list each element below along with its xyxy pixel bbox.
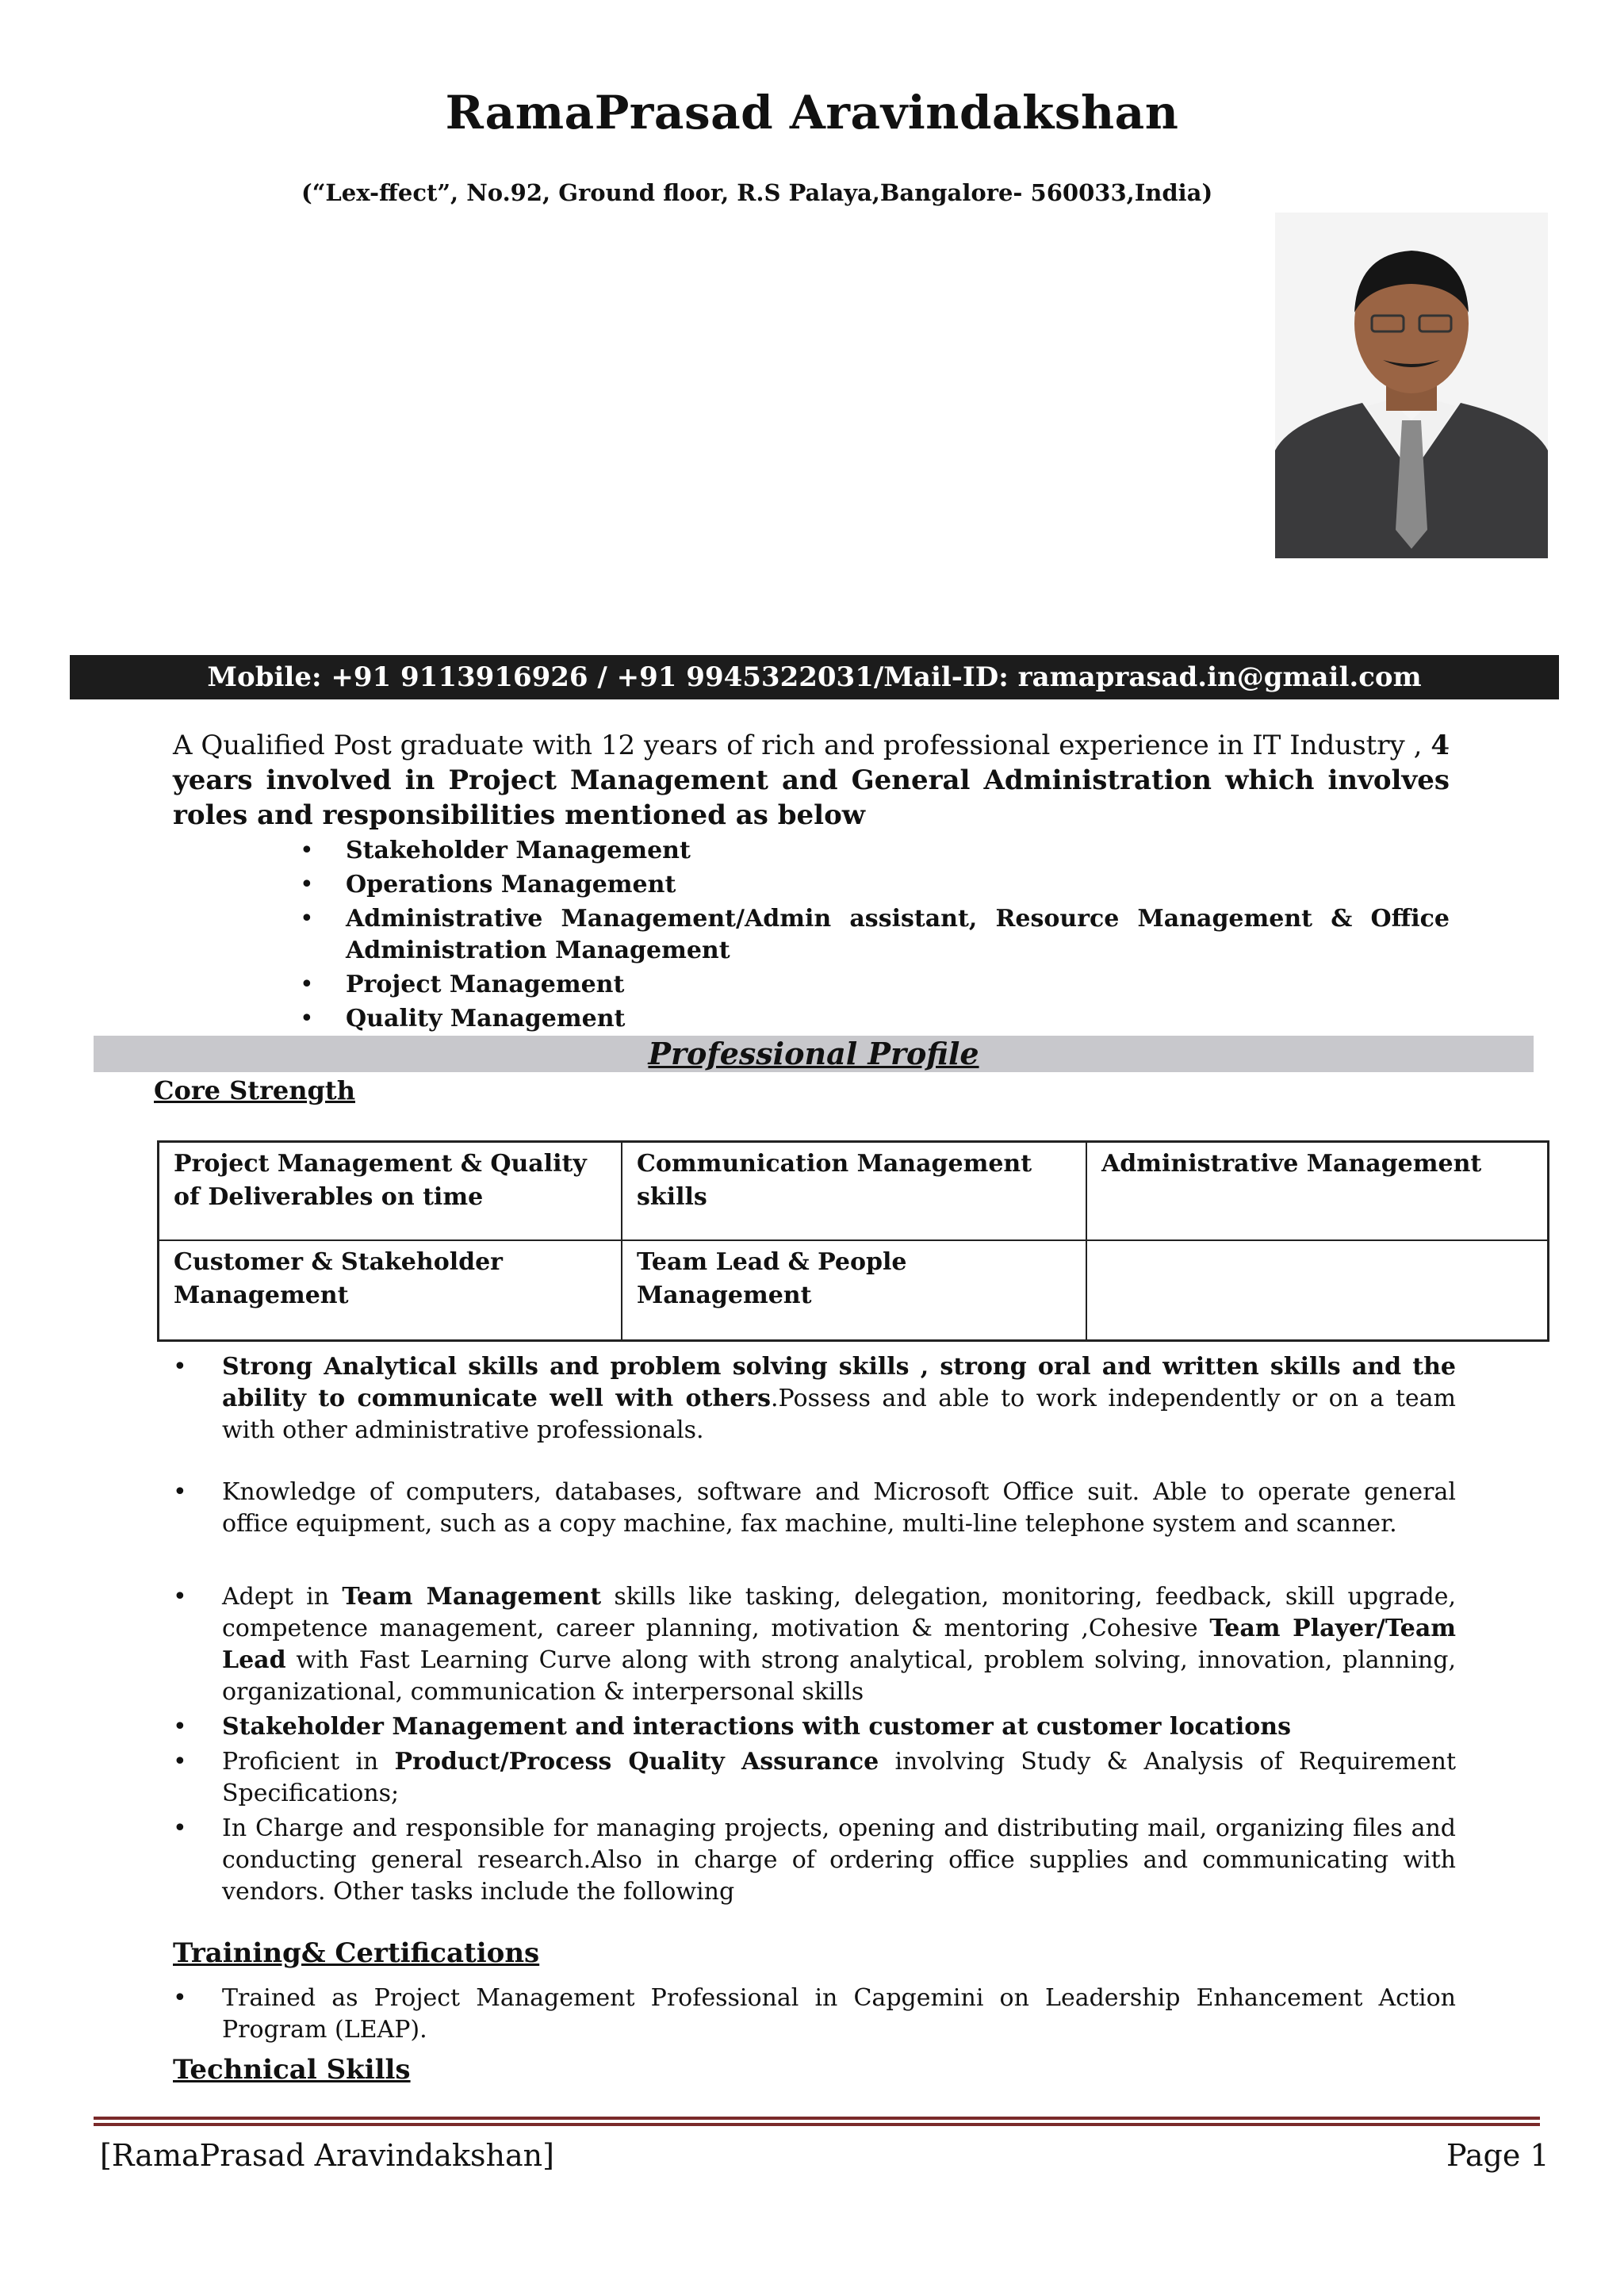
career-summary [173, 728, 1450, 833]
list-item: • Stakeholder Management and interactions with customer at customer locations [222, 1711, 1456, 1743]
core-strength-table [157, 1140, 1549, 1342]
summary-emphasis: 4 years involved in Project Management and General Administration which involves roles and responsibilities mentioned as below [173, 730, 1450, 831]
list-item [222, 1581, 1456, 1708]
list-item [222, 1351, 1456, 1446]
bullet-text: skills like tasking, delegation, monitoring, feedback, skill upgrade, competence management, career planning, motivation & mentoring ,Cohesive [222, 1583, 1456, 1642]
bullet-bold-text: Product/Process Quality Assurance [394, 1748, 879, 1776]
table-cell: Communication Management skills [622, 1143, 1087, 1241]
technical-skills-heading: Technical Skills [173, 2054, 411, 2086]
table-cell: Customer & Stakeholder Management [159, 1241, 622, 1339]
bullet-bold-text: Team Management [342, 1583, 602, 1611]
list-item: • In Charge and responsible for managing projects, opening and distributing mail, organizing files and conducting general research.Also in charge of ordering office supplies and communicating with vendors. Other tasks include the following [222, 1813, 1456, 1908]
footer-divider [94, 2117, 1540, 2126]
bullet-text: with Fast Learning Curve along with strong analytical, problem solving, innovation, planning, organizational, communication & interpersonal skills [222, 1646, 1456, 1706]
candidate-address: (“Lex-ffect”, No.92, Ground floor, R.S Palaya,Bangalore- 560033,India) [301, 179, 1213, 206]
list-item [222, 1746, 1456, 1810]
table-cell: Team Lead & People Management [622, 1241, 1087, 1339]
professional-profile-heading: Professional Profile [94, 1036, 1534, 1072]
table-cell [1087, 1241, 1547, 1339]
list-item: • Knowledge of computers, databases, software and Microsoft Office suit. Able to operate general office equipment, such as a copy machine, fax machine, multi-line telephone system and scanner. [222, 1477, 1456, 1540]
bullet-bold-text: Team Player/Team Lead [222, 1615, 1456, 1674]
table-cell: Project Management & Quality of Deliverables on time [159, 1143, 622, 1241]
person-portrait-icon [1275, 213, 1548, 558]
roles-list [346, 835, 1450, 1037]
list-item: • Stakeholder Management [346, 835, 1450, 867]
training-list [222, 1983, 1456, 2046]
list-item: • Quality Management [346, 1003, 1450, 1035]
contact-details: Mobile: +91 9113916926 / +91 9945322031/Mail-ID: ramaprasad.in@gmail.com [207, 661, 1422, 693]
skills-bullets [222, 1345, 1456, 1908]
footer-name: [RamaPrasad Aravindakshan] [100, 2138, 554, 2173]
bullet-text: .Possess and able to work independently or on a team with other administrative professionals. [222, 1385, 1456, 1444]
contact-bar [70, 655, 1559, 699]
table-cell: Administrative Management [1087, 1143, 1547, 1241]
bullet-text: Proficient in [222, 1748, 395, 1776]
list-item: • Administrative Management/Admin assistant, Resource Management & Office Administration Management [346, 903, 1450, 967]
training-heading: Training& Certifications [173, 1937, 540, 1969]
bullet-bold-text: Strong Analytical skills and problem solving skills , strong oral and written skills and the ability to communicate well with others [222, 1353, 1456, 1412]
bullet-text: Adept in [222, 1583, 343, 1611]
list-item: • Project Management [346, 969, 1450, 1001]
list-item: • Trained as Project Management Professional in Capgemini on Leadership Enhancement Action Program (LEAP). [222, 1983, 1456, 2046]
profile-photo [1275, 213, 1548, 558]
candidate-name: RamaPrasad Aravindakshan [445, 86, 1179, 140]
bullet-text: involving Study & Analysis of Requirement Specifications; [222, 1748, 1456, 1807]
page-number: Page 1 [1446, 2138, 1549, 2173]
summary-intro: A Qualified Post graduate with 12 years of rich and professional experience in IT Industry , [173, 730, 1431, 761]
core-strength-heading: Core Strength [154, 1075, 355, 1105]
list-item: • Operations Management [346, 869, 1450, 901]
